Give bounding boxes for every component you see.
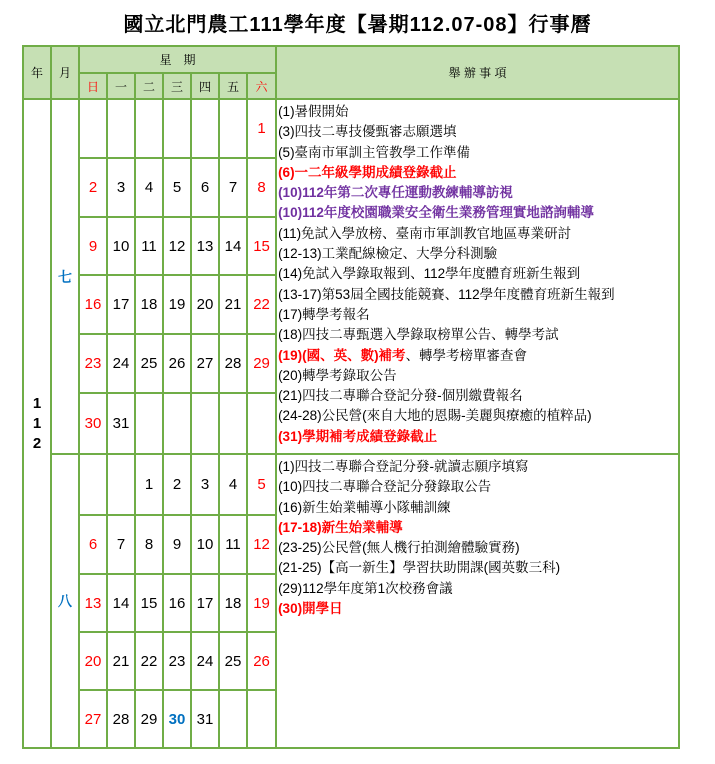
event-text: (6)一二年級學期成績登錄截止 [278, 164, 457, 180]
event-text: (10)四技二專聯合登記分發錄取公告 [278, 479, 492, 495]
day-cell: 30 [163, 690, 191, 748]
event-text: (31)學期補考成績登錄截止 [278, 428, 438, 444]
events-cell [276, 99, 679, 454]
event-text: (29)112學年度第1次校務會議 [278, 580, 453, 596]
day-cell: 9 [79, 217, 107, 275]
day-cell: 10 [191, 515, 219, 574]
day-cell: 15 [247, 217, 276, 275]
day-cell: 25 [135, 334, 163, 393]
event-item [278, 203, 678, 223]
events-cell [276, 454, 679, 748]
event-item [278, 122, 678, 142]
day-cell: 23 [79, 334, 107, 393]
event-text: (16)新生始業輔導小隊輔訓練 [278, 499, 451, 515]
event-text: (1)四技二專聯合登記分發-就讀志願序填寫 [278, 459, 529, 474]
day-cell: 20 [191, 275, 219, 334]
month-cell: 七 [51, 99, 79, 454]
day-cell: 27 [191, 334, 219, 393]
event-text: (10)112年第二次專任運動教練輔導訪視 [278, 185, 513, 201]
day-cell: 31 [107, 393, 135, 454]
day-cell: 4 [219, 454, 247, 515]
day-cell: 11 [219, 515, 247, 574]
event-text: (21)四技二專聯合登記分發-個別繳費報名 [278, 388, 523, 404]
day-cell: 19 [247, 574, 276, 632]
calendar-table [22, 45, 680, 749]
event-item [278, 386, 678, 406]
event-text: (17)轉學考報名 [278, 306, 370, 322]
day-cell: 18 [135, 275, 163, 334]
day-cell: 5 [247, 454, 276, 515]
event-text: 、轉學考榜單審查會 [405, 347, 528, 363]
day-cell [191, 393, 219, 454]
day-cell: 2 [79, 158, 107, 217]
event-item [278, 518, 678, 538]
day-cell: 12 [163, 217, 191, 275]
event-item [278, 477, 678, 497]
day-cell: 7 [107, 515, 135, 574]
day-cell: 23 [163, 632, 191, 690]
event-text: (13-17)第53屆全國技能競賽、112學年度體育班新生報到 [278, 286, 615, 302]
day-cell: 7 [219, 158, 247, 217]
day-cell [79, 454, 107, 515]
day-cell: 29 [135, 690, 163, 748]
event-text: (5)臺南市軍訓主管教學工作準備 [278, 144, 471, 160]
day-cell: 6 [79, 515, 107, 574]
day-cell: 28 [107, 690, 135, 748]
year-cell [23, 99, 51, 748]
event-text: (10)112年度校園職業安全衛生業務管理實地諮詢輔導 [278, 205, 594, 221]
day-cell [79, 99, 107, 158]
day-cell: 15 [135, 574, 163, 632]
year-header: 年 [23, 46, 51, 99]
day-cell: 24 [191, 632, 219, 690]
day-cell: 24 [107, 334, 135, 393]
day-cell: 11 [135, 217, 163, 275]
event-item [278, 264, 678, 284]
day-cell: 29 [247, 334, 276, 393]
event-text: (17-18)新生始業輔導 [278, 519, 403, 535]
day-cell: 16 [163, 574, 191, 632]
weekday-header: 日 [79, 73, 107, 99]
day-cell: 3 [107, 158, 135, 217]
event-item [278, 183, 678, 203]
day-cell: 2 [163, 454, 191, 515]
event-text: (18)四技二專甄選入學錄取榜單公告、轉學考試 [278, 327, 559, 343]
day-cell [219, 690, 247, 748]
event-item [278, 366, 678, 386]
day-cell: 26 [163, 334, 191, 393]
day-cell: 9 [163, 515, 191, 574]
day-cell: 12 [247, 515, 276, 574]
event-item [278, 285, 678, 305]
day-cell: 25 [219, 632, 247, 690]
day-cell: 4 [135, 158, 163, 217]
event-item [278, 599, 678, 619]
weekday-header: 二 [135, 73, 163, 99]
day-cell [163, 99, 191, 158]
day-cell: 1 [135, 454, 163, 515]
event-text: (14)免試入學錄取報到、112學年度體育班新生報到 [278, 266, 581, 282]
event-item [278, 498, 678, 518]
day-cell: 27 [79, 690, 107, 748]
event-text: (23-25)公民營(無人機行拍測繪體驗實務) [278, 540, 520, 556]
year-digit: 1 [32, 394, 42, 412]
event-item [278, 346, 678, 366]
day-cell: 13 [191, 217, 219, 275]
event-item [278, 305, 678, 325]
event-text: (24-28)公民營(來自大地的恩賜-美麗與療癒的植粹品) [278, 408, 592, 424]
weekday-header: 三 [163, 73, 191, 99]
month-cell: 八 [51, 454, 79, 748]
weekday-header: 六 [247, 73, 276, 99]
day-cell: 16 [79, 275, 107, 334]
event-item [278, 427, 678, 447]
day-cell: 1 [247, 99, 276, 158]
event-item [278, 457, 678, 477]
day-cell: 14 [219, 217, 247, 275]
day-cell: 28 [219, 334, 247, 393]
event-item [278, 163, 678, 183]
day-cell: 21 [107, 632, 135, 690]
day-cell: 8 [135, 515, 163, 574]
day-cell [135, 393, 163, 454]
day-cell [219, 99, 247, 158]
event-item [278, 406, 678, 426]
day-cell: 31 [191, 690, 219, 748]
event-item [278, 102, 678, 122]
day-cell: 17 [191, 574, 219, 632]
day-cell: 18 [219, 574, 247, 632]
day-cell [135, 99, 163, 158]
day-cell [247, 690, 276, 748]
day-cell: 22 [247, 275, 276, 334]
day-cell: 3 [191, 454, 219, 515]
day-cell [163, 393, 191, 454]
day-cell: 19 [163, 275, 191, 334]
event-text: (12-13)工業配線檢定、大學分科測驗 [278, 246, 498, 262]
day-cell [107, 454, 135, 515]
weekday-header: 四 [191, 73, 219, 99]
day-cell: 13 [79, 574, 107, 632]
day-cell: 6 [191, 158, 219, 217]
event-item [278, 244, 678, 264]
day-cell [191, 99, 219, 158]
event-item [278, 579, 678, 599]
event-text: (30)開學日 [278, 601, 343, 617]
day-cell: 8 [247, 158, 276, 217]
event-item [278, 224, 678, 244]
day-cell: 22 [135, 632, 163, 690]
day-cell [107, 99, 135, 158]
event-text: (11)免試入學放榜、臺南市軍訓教官地區專業研討 [278, 225, 572, 241]
day-cell: 10 [107, 217, 135, 275]
year-digit: 1 [32, 414, 42, 432]
event-text: (3)四技二專技優甄審志願選填 [278, 124, 457, 140]
event-item [278, 558, 678, 578]
events-header: 舉 辦 事 項 [276, 46, 679, 99]
page-title: 國立北門農工111學年度【暑期112.07-08】行事曆 [123, 14, 592, 36]
event-text: (1)暑假開始 [278, 104, 349, 119]
week-header: 星 期 [79, 46, 276, 73]
day-cell: 17 [107, 275, 135, 334]
day-cell: 5 [163, 158, 191, 217]
day-cell: 21 [219, 275, 247, 334]
year-digit: 2 [32, 434, 42, 452]
weekday-header: 五 [219, 73, 247, 99]
day-cell [219, 393, 247, 454]
day-cell: 26 [247, 632, 276, 690]
event-text: (19)(國、英、數)補考 [278, 347, 406, 363]
day-cell: 14 [107, 574, 135, 632]
weekday-header: 一 [107, 73, 135, 99]
event-item [278, 143, 678, 163]
day-cell: 30 [79, 393, 107, 454]
day-cell: 20 [79, 632, 107, 690]
day-cell [247, 393, 276, 454]
month-header: 月 [51, 46, 79, 99]
event-item [278, 538, 678, 558]
event-item [278, 325, 678, 345]
event-text: (20)轉學考錄取公告 [278, 367, 397, 383]
event-text: (21-25)【高一新生】學習扶助開課(國英數三科) [278, 560, 561, 576]
